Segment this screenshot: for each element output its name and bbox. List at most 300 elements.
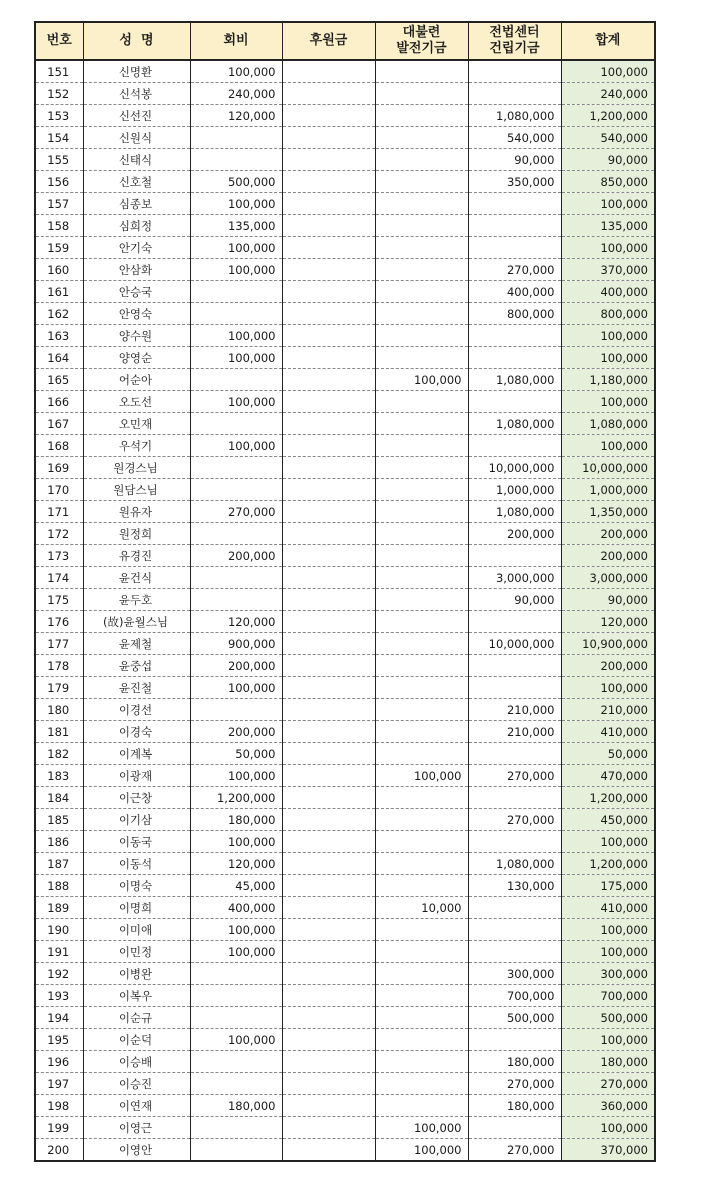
table-row (35, 281, 655, 303)
row-number: 155 (35, 149, 83, 171)
development-fund-cell (375, 303, 468, 325)
center-fund-cell (468, 83, 561, 105)
fee-cell (190, 479, 282, 501)
support-cell (282, 787, 375, 809)
table-row (35, 83, 655, 105)
center-fund-cell (468, 611, 561, 633)
fee-cell: 200,000 (190, 545, 282, 567)
table-row (35, 105, 655, 127)
center-fund-cell: 1,080,000 (468, 105, 561, 127)
total-cell: 120,000 (561, 611, 655, 633)
row-number: 179 (35, 677, 83, 699)
center-fund-cell: 210,000 (468, 721, 561, 743)
development-fund-cell (375, 347, 468, 369)
table-row (35, 347, 655, 369)
fee-cell: 100,000 (190, 435, 282, 457)
header-name: 성 명 (83, 22, 190, 60)
center-fund-cell (468, 1117, 561, 1139)
row-number: 166 (35, 391, 83, 413)
table-row (35, 303, 655, 325)
total-cell: 800,000 (561, 303, 655, 325)
fee-cell: 50,000 (190, 743, 282, 765)
center-fund-cell: 700,000 (468, 985, 561, 1007)
row-number: 197 (35, 1073, 83, 1095)
development-fund-cell (375, 259, 468, 281)
center-fund-cell: 500,000 (468, 1007, 561, 1029)
support-cell (282, 457, 375, 479)
development-fund-cell (375, 831, 468, 853)
header-number: 번호 (35, 22, 83, 60)
development-fund-cell (375, 809, 468, 831)
table-row (35, 259, 655, 281)
development-fund-cell (375, 633, 468, 655)
member-name: 오도선 (83, 391, 190, 413)
center-fund-cell: 270,000 (468, 809, 561, 831)
row-number: 193 (35, 985, 83, 1007)
header-total: 합계 (561, 22, 655, 60)
total-cell: 180,000 (561, 1051, 655, 1073)
total-cell: 100,000 (561, 60, 655, 83)
fee-cell: 1,200,000 (190, 787, 282, 809)
total-cell: 10,900,000 (561, 633, 655, 655)
center-fund-cell (468, 831, 561, 853)
center-fund-cell (468, 435, 561, 457)
member-name: 이동석 (83, 853, 190, 875)
fee-cell (190, 149, 282, 171)
support-cell (282, 611, 375, 633)
fee-cell (190, 1073, 282, 1095)
support-cell (282, 281, 375, 303)
support-cell (282, 127, 375, 149)
center-fund-cell: 200,000 (468, 523, 561, 545)
member-name: 원담스님 (83, 479, 190, 501)
development-fund-cell (375, 567, 468, 589)
member-name: 이계복 (83, 743, 190, 765)
support-cell (282, 1139, 375, 1162)
total-cell: 100,000 (561, 831, 655, 853)
support-cell (282, 83, 375, 105)
donation-table (34, 21, 656, 1162)
row-number: 159 (35, 237, 83, 259)
row-number: 180 (35, 699, 83, 721)
fee-cell: 45,000 (190, 875, 282, 897)
center-fund-cell: 130,000 (468, 875, 561, 897)
row-number: 169 (35, 457, 83, 479)
support-cell (282, 105, 375, 127)
member-name: 윤중섭 (83, 655, 190, 677)
total-cell: 1,200,000 (561, 105, 655, 127)
row-number: 185 (35, 809, 83, 831)
development-fund-cell (375, 655, 468, 677)
total-cell: 3,000,000 (561, 567, 655, 589)
fee-cell: 120,000 (190, 853, 282, 875)
row-number: 174 (35, 567, 83, 589)
member-name: 윤두호 (83, 589, 190, 611)
development-fund-cell (375, 325, 468, 347)
total-cell: 100,000 (561, 391, 655, 413)
development-fund-cell (375, 479, 468, 501)
support-cell (282, 589, 375, 611)
row-number: 168 (35, 435, 83, 457)
support-cell (282, 1029, 375, 1051)
development-fund-cell (375, 545, 468, 567)
total-cell: 700,000 (561, 985, 655, 1007)
fee-cell (190, 1117, 282, 1139)
total-cell: 100,000 (561, 325, 655, 347)
table-row (35, 1095, 655, 1117)
support-cell (282, 545, 375, 567)
table-row (35, 1007, 655, 1029)
row-number: 164 (35, 347, 83, 369)
table-row (35, 963, 655, 985)
support-cell (282, 831, 375, 853)
row-number: 152 (35, 83, 83, 105)
total-cell: 1,180,000 (561, 369, 655, 391)
total-cell: 1,080,000 (561, 413, 655, 435)
total-cell: 500,000 (561, 1007, 655, 1029)
member-name: 이순규 (83, 1007, 190, 1029)
fee-cell: 200,000 (190, 655, 282, 677)
fee-cell: 500,000 (190, 171, 282, 193)
total-cell: 270,000 (561, 1073, 655, 1095)
row-number: 199 (35, 1117, 83, 1139)
fee-cell (190, 281, 282, 303)
member-name: 원경스님 (83, 457, 190, 479)
row-number: 160 (35, 259, 83, 281)
center-fund-cell: 800,000 (468, 303, 561, 325)
member-name: 신원식 (83, 127, 190, 149)
development-fund-cell (375, 281, 468, 303)
member-name: 이병완 (83, 963, 190, 985)
center-fund-cell: 270,000 (468, 765, 561, 787)
row-number: 189 (35, 897, 83, 919)
table-row (35, 633, 655, 655)
row-number: 182 (35, 743, 83, 765)
row-number: 200 (35, 1139, 83, 1162)
row-number: 181 (35, 721, 83, 743)
table-row (35, 787, 655, 809)
fee-cell (190, 127, 282, 149)
fee-cell (190, 985, 282, 1007)
table-row (35, 193, 655, 215)
table-row (35, 765, 655, 787)
development-fund-cell (375, 457, 468, 479)
total-cell: 100,000 (561, 435, 655, 457)
support-cell (282, 60, 375, 83)
support-cell (282, 149, 375, 171)
row-number: 198 (35, 1095, 83, 1117)
development-fund-cell (375, 501, 468, 523)
fee-cell (190, 1139, 282, 1162)
table-row (35, 171, 655, 193)
table-row (35, 1073, 655, 1095)
development-fund-cell (375, 105, 468, 127)
center-fund-cell: 1,080,000 (468, 369, 561, 391)
table-row (35, 60, 655, 83)
total-cell: 400,000 (561, 281, 655, 303)
table-row (35, 1029, 655, 1051)
total-cell: 540,000 (561, 127, 655, 149)
development-fund-cell (375, 391, 468, 413)
development-fund-cell (375, 215, 468, 237)
table-row (35, 501, 655, 523)
row-number: 154 (35, 127, 83, 149)
member-name: 신석봉 (83, 83, 190, 105)
fee-cell: 100,000 (190, 765, 282, 787)
total-cell: 360,000 (561, 1095, 655, 1117)
center-fund-cell (468, 545, 561, 567)
center-fund-cell (468, 743, 561, 765)
member-name: 이근창 (83, 787, 190, 809)
support-cell (282, 1117, 375, 1139)
center-fund-cell: 300,000 (468, 963, 561, 985)
member-name: 안기숙 (83, 237, 190, 259)
total-cell: 450,000 (561, 809, 655, 831)
center-fund-cell: 1,080,000 (468, 853, 561, 875)
center-fund-cell: 540,000 (468, 127, 561, 149)
row-number: 171 (35, 501, 83, 523)
total-cell: 370,000 (561, 1139, 655, 1162)
table-header (35, 22, 655, 60)
member-name: 이미애 (83, 919, 190, 941)
table-row (35, 567, 655, 589)
support-cell (282, 1073, 375, 1095)
row-number: 153 (35, 105, 83, 127)
development-fund-cell: 10,000 (375, 897, 468, 919)
total-cell: 100,000 (561, 237, 655, 259)
center-fund-cell: 10,000,000 (468, 457, 561, 479)
total-cell: 200,000 (561, 655, 655, 677)
total-cell: 10,000,000 (561, 457, 655, 479)
table-row (35, 721, 655, 743)
table-row (35, 941, 655, 963)
development-fund-cell (375, 919, 468, 941)
fee-cell: 100,000 (190, 1029, 282, 1051)
development-fund-cell (375, 1073, 468, 1095)
center-fund-cell: 350,000 (468, 171, 561, 193)
row-number: 196 (35, 1051, 83, 1073)
support-cell (282, 633, 375, 655)
table-row (35, 435, 655, 457)
center-fund-cell: 1,080,000 (468, 501, 561, 523)
member-name: 신선진 (83, 105, 190, 127)
center-fund-cell: 180,000 (468, 1095, 561, 1117)
development-fund-cell (375, 963, 468, 985)
total-cell: 200,000 (561, 545, 655, 567)
total-cell: 100,000 (561, 1117, 655, 1139)
fee-cell: 180,000 (190, 1095, 282, 1117)
fee-cell (190, 369, 282, 391)
support-cell (282, 941, 375, 963)
member-name: 이연재 (83, 1095, 190, 1117)
table-row (35, 1139, 655, 1162)
member-name: 신호철 (83, 171, 190, 193)
development-fund-cell (375, 589, 468, 611)
member-name: 이순덕 (83, 1029, 190, 1051)
row-number: 163 (35, 325, 83, 347)
fee-cell: 100,000 (190, 831, 282, 853)
table-row (35, 215, 655, 237)
row-number: 190 (35, 919, 83, 941)
member-name: 신태식 (83, 149, 190, 171)
member-name: 원정희 (83, 523, 190, 545)
support-cell (282, 809, 375, 831)
center-fund-cell (468, 677, 561, 699)
table-row (35, 831, 655, 853)
center-fund-cell: 210,000 (468, 699, 561, 721)
table-row (35, 655, 655, 677)
total-cell: 1,000,000 (561, 479, 655, 501)
development-fund-cell (375, 127, 468, 149)
row-number: 170 (35, 479, 83, 501)
table-row (35, 457, 655, 479)
support-cell (282, 897, 375, 919)
table-row (35, 589, 655, 611)
table-row (35, 853, 655, 875)
table-row (35, 413, 655, 435)
support-cell (282, 369, 375, 391)
row-number: 156 (35, 171, 83, 193)
fee-cell (190, 1007, 282, 1029)
center-fund-cell (468, 60, 561, 83)
member-name: 윤진철 (83, 677, 190, 699)
row-number: 161 (35, 281, 83, 303)
total-cell: 90,000 (561, 589, 655, 611)
member-name: (故)윤월스님 (83, 611, 190, 633)
member-name: 이영안 (83, 1139, 190, 1162)
member-name: 양영순 (83, 347, 190, 369)
development-fund-cell (375, 435, 468, 457)
total-cell: 200,000 (561, 523, 655, 545)
development-fund-cell (375, 1051, 468, 1073)
row-number: 178 (35, 655, 83, 677)
row-number: 162 (35, 303, 83, 325)
table-row (35, 237, 655, 259)
center-fund-cell (468, 919, 561, 941)
center-fund-cell: 10,000,000 (468, 633, 561, 655)
development-fund-cell (375, 941, 468, 963)
member-name: 이명숙 (83, 875, 190, 897)
header-development-fund: 대불련 발전기금 (375, 22, 468, 60)
member-name: 오민재 (83, 413, 190, 435)
header-fee: 회비 (190, 22, 282, 60)
support-cell (282, 677, 375, 699)
fee-cell: 180,000 (190, 809, 282, 831)
support-cell (282, 325, 375, 347)
total-cell: 100,000 (561, 677, 655, 699)
table-row (35, 985, 655, 1007)
member-name: 양수원 (83, 325, 190, 347)
development-fund-cell: 100,000 (375, 765, 468, 787)
table-row (35, 677, 655, 699)
total-cell: 850,000 (561, 171, 655, 193)
member-name: 이복우 (83, 985, 190, 1007)
support-cell (282, 391, 375, 413)
support-cell (282, 347, 375, 369)
row-number: 184 (35, 787, 83, 809)
support-cell (282, 259, 375, 281)
member-name: 이동국 (83, 831, 190, 853)
total-cell: 410,000 (561, 721, 655, 743)
development-fund-cell (375, 853, 468, 875)
center-fund-cell (468, 325, 561, 347)
member-name: 이기삼 (83, 809, 190, 831)
center-fund-cell: 270,000 (468, 1073, 561, 1095)
fee-cell: 100,000 (190, 237, 282, 259)
center-fund-cell (468, 391, 561, 413)
fee-cell: 900,000 (190, 633, 282, 655)
fee-cell (190, 303, 282, 325)
table-row (35, 1117, 655, 1139)
development-fund-cell (375, 1007, 468, 1029)
fee-cell (190, 963, 282, 985)
table-row (35, 325, 655, 347)
table-row (35, 897, 655, 919)
member-name: 이광재 (83, 765, 190, 787)
total-cell: 100,000 (561, 347, 655, 369)
total-cell: 90,000 (561, 149, 655, 171)
center-fund-cell: 270,000 (468, 259, 561, 281)
header-support: 후원금 (282, 22, 375, 60)
development-fund-cell (375, 875, 468, 897)
member-name: 윤제철 (83, 633, 190, 655)
fee-cell: 100,000 (190, 60, 282, 83)
fee-cell (190, 457, 282, 479)
support-cell (282, 413, 375, 435)
center-fund-cell: 1,000,000 (468, 479, 561, 501)
table-body (35, 60, 655, 1161)
table-row (35, 699, 655, 721)
fee-cell: 100,000 (190, 259, 282, 281)
support-cell (282, 743, 375, 765)
fee-cell (190, 1051, 282, 1073)
member-name: 신명환 (83, 60, 190, 83)
total-cell: 100,000 (561, 193, 655, 215)
row-number: 183 (35, 765, 83, 787)
total-cell: 100,000 (561, 1029, 655, 1051)
center-fund-cell: 90,000 (468, 149, 561, 171)
member-name: 원유자 (83, 501, 190, 523)
table-row (35, 479, 655, 501)
table-row (35, 127, 655, 149)
row-number: 157 (35, 193, 83, 215)
support-cell (282, 523, 375, 545)
fee-cell: 100,000 (190, 391, 282, 413)
development-fund-cell (375, 787, 468, 809)
table-row (35, 523, 655, 545)
row-number: 176 (35, 611, 83, 633)
total-cell: 100,000 (561, 941, 655, 963)
total-cell: 1,200,000 (561, 853, 655, 875)
row-number: 195 (35, 1029, 83, 1051)
member-name: 이민정 (83, 941, 190, 963)
fee-cell: 100,000 (190, 193, 282, 215)
table-row (35, 743, 655, 765)
development-fund-cell (375, 677, 468, 699)
member-name: 이명희 (83, 897, 190, 919)
center-fund-cell (468, 347, 561, 369)
total-cell: 100,000 (561, 919, 655, 941)
support-cell (282, 479, 375, 501)
member-name: 윤건식 (83, 567, 190, 589)
center-fund-cell (468, 237, 561, 259)
center-fund-cell: 1,080,000 (468, 413, 561, 435)
header-center-fund: 전법센터 건립기금 (468, 22, 561, 60)
development-fund-cell (375, 413, 468, 435)
table-row (35, 149, 655, 171)
support-cell (282, 215, 375, 237)
row-number: 192 (35, 963, 83, 985)
